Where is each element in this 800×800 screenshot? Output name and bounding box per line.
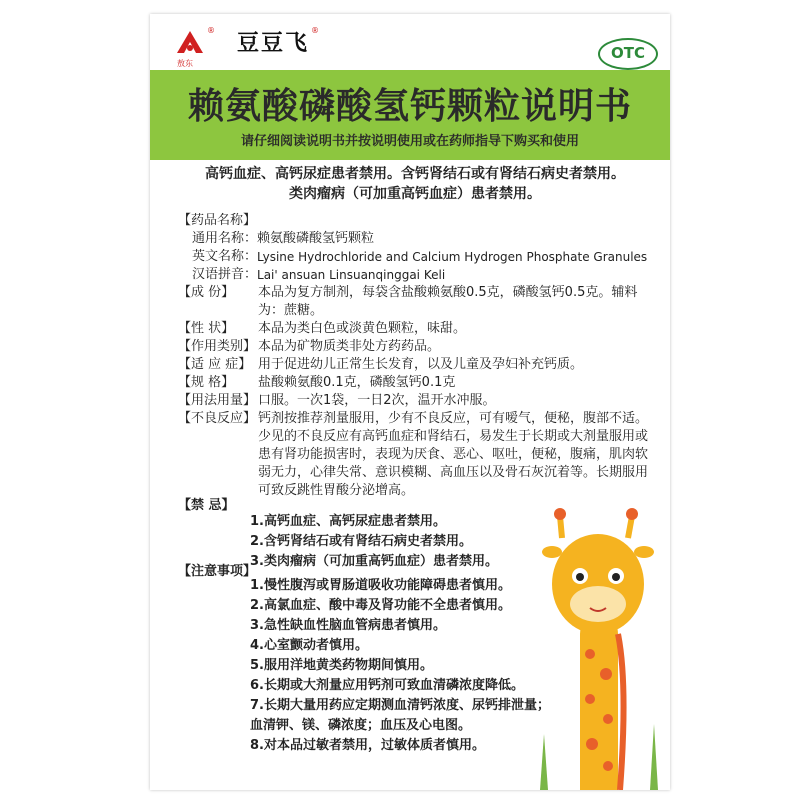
drug-info — [178, 212, 658, 500]
english-name-row — [178, 248, 658, 266]
list-item: 8.对本品过敏者禁用，过敏体质者慎用。 — [250, 738, 485, 753]
instruction-sheet — [150, 14, 670, 790]
section-text: 盐酸赖氨酸0.1克，磷酸氢钙0.1克 — [258, 375, 456, 390]
precautions-list — [250, 576, 550, 756]
list-item: 3.急性缺血性脑血管病患者慎用。 — [250, 618, 446, 633]
appearance-section — [178, 320, 658, 338]
common-name-row — [178, 230, 658, 248]
brand-header — [175, 26, 320, 68]
pinyin-row — [178, 266, 658, 284]
section-text: 口服。一次1袋，一日2次，温开水冲服。 — [258, 393, 496, 408]
warning-line: 高钙血症、高钙尿症患者禁用。含钙肾结石或有肾结石病史者禁用。 — [205, 166, 625, 182]
field-label: 通用名称： — [192, 231, 258, 246]
section-label: 【用法用量】 — [178, 393, 257, 408]
list-item: 5.服用洋地黄类药物期间慎用。 — [250, 658, 433, 673]
dosage-section — [178, 392, 658, 410]
section-text: 本品为类白色或淡黄色颗粒，味甜。 — [258, 321, 467, 336]
indication-section — [178, 356, 658, 374]
list-item: 3.类肉瘤病（可加重高钙血症）患者禁用。 — [250, 554, 498, 569]
brand-logo-icon — [175, 27, 205, 68]
section-text: 本品为复方制剂，每袋含盐酸赖氨酸0.5克，磷酸氢钙0.5克。辅料为：蔗糖。 — [258, 285, 638, 318]
precautions-label: 【注意事项】 — [178, 564, 257, 579]
list-item: 4.心室颤动者慎用。 — [250, 638, 368, 653]
section-label: 【不良反应】 — [178, 411, 257, 426]
section-label: 【适 应 症】 — [178, 357, 252, 372]
field-value: Lai' ansuan Linsuanqinggai Keli — [257, 268, 446, 282]
field-value: 赖氨酸磷酸氢钙颗粒 — [257, 231, 375, 246]
warning-block — [180, 164, 650, 204]
section-text: 用于促进幼儿正常生长发育，以及儿童及孕妇补充钙质。 — [258, 357, 584, 372]
brand-registered-mark: ® — [311, 26, 320, 35]
list-item: 2.高氯血症、酸中毒及肾功能不全患者慎用。 — [250, 598, 511, 613]
document-subtitle: 请仔细阅读说明书并按说明使用或在药师指导下购买和使用 — [240, 134, 579, 149]
specification-section — [178, 374, 658, 392]
adverse-reactions-section — [178, 410, 658, 500]
document-title: 赖氨酸磷酸氢钙颗粒说明书 — [187, 86, 632, 127]
section-label: 【作用类别】 — [178, 339, 257, 354]
field-label: 汉语拼音： — [192, 267, 258, 282]
composition-section — [178, 284, 658, 320]
field-value: Lysine Hydrochloride and Calcium Hydrogen Phosphate Granules — [257, 250, 648, 264]
logo-registered-mark: ® — [207, 26, 215, 35]
section-label: 【药品名称】 — [178, 213, 257, 228]
list-item: 6.长期或大剂量应用钙剂可致血清磷浓度降低。 — [250, 678, 524, 693]
section-text: 钙剂按推荐剂量服用，少有不良反应，可有嗳气，便秘，腹部不适。少见的不良反应有高钙血症和肾结石，易发生于长期或大剂量服用或患有肾功能损害时，表现为厌食、恶心、呕吐，便秘，腹痛，肌肉软弱无力，心律失常、意识模糊、高血压以及骨石灰沉着等。长期服用可致反跳性胃酸分泌增高。 — [258, 411, 649, 498]
list-item: 2.含钙肾结石或有肾结石病史者禁用。 — [250, 534, 472, 549]
contraindications-list — [250, 512, 498, 572]
drug-name-section — [178, 212, 658, 230]
list-item: 1.高钙血症、高钙尿症患者禁用。 — [250, 514, 446, 529]
contraindications-label: 【禁 忌】 — [178, 498, 235, 513]
section-label: 【成 份】 — [178, 285, 235, 300]
category-section — [178, 338, 658, 356]
field-label: 英文名称： — [192, 249, 258, 264]
list-item: 1.慢性腹泻或胃肠道吸收功能障碍患者慎用。 — [250, 578, 511, 593]
section-label: 【规 格】 — [178, 375, 235, 390]
giraffe-illustration — [520, 504, 670, 790]
list-item: 7.长期大量用药应定期测血清钙浓度、尿钙排泄量；血清钾、镁、磷浓度；血压及心电图。 — [250, 698, 550, 733]
brand-name: 豆豆飞 — [237, 31, 310, 56]
warning-line: 类肉瘤病（可加重高钙血症）患者禁用。 — [289, 186, 541, 202]
section-label: 【性 状】 — [178, 321, 235, 336]
otc-badge: OTC — [598, 38, 658, 70]
logo-subtext: 敖东 — [177, 58, 193, 68]
section-text: 本品为矿物质类非处方药药品。 — [258, 339, 441, 354]
